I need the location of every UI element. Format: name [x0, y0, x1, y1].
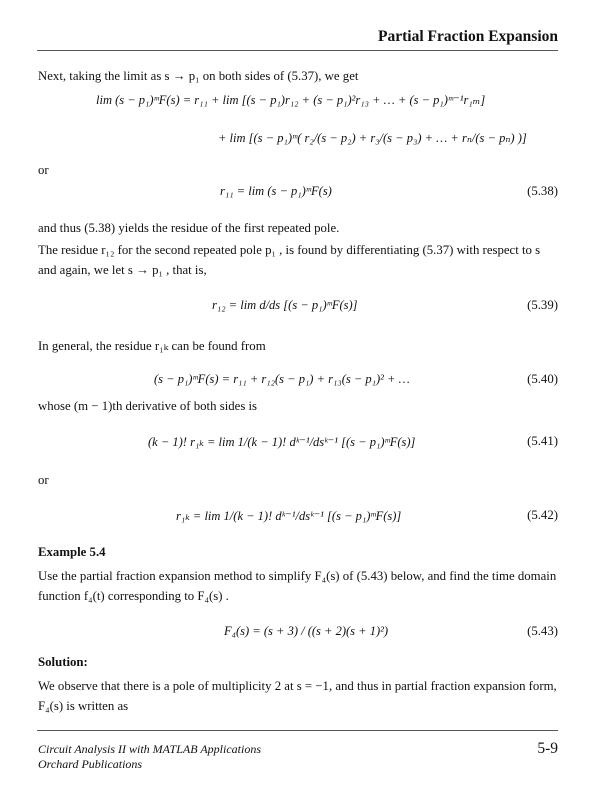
paragraph-limit-intro: Next, taking the limit as s → p₁ on both sides of (5.37), we get [38, 69, 359, 83]
equation-limit-line-2: + lim [(s − p₁)ᵐ( r₂/(s − p₂) + r₃/(s − p₃) + … + rₙ/(s − pₙ) )] [218, 131, 527, 145]
example-title: Example 5.4 [38, 545, 106, 559]
footer-publisher: Orchard Publications [38, 757, 143, 771]
paragraph-derivative: whose (m − 1)th derivative of both sides is [38, 399, 258, 413]
equation-number-5-42: (5.42) [527, 508, 558, 522]
equation-5-42: r₁ₖ = lim 1/(k − 1)! dᵏ⁻¹/dsᵏ⁻¹ [(s − p₁)ᵐF(s)] [176, 509, 402, 523]
paragraph-first-residue: and thus (5.38) yields the residue of the first repeated pole. [38, 221, 340, 235]
equation-number-5-43: (5.43) [527, 624, 558, 638]
equation-5-41: (k − 1)! r₁ₖ = lim 1/(k − 1)! dᵏ⁻¹/dsᵏ⁻¹ [(s − p₁)ᵐF(s)] [148, 435, 416, 449]
solution-title: Solution: [38, 655, 88, 669]
word-or-2: or [38, 473, 49, 487]
page-number: 5-9 [537, 740, 558, 757]
footer-rule [37, 730, 558, 731]
equation-number-5-41: (5.41) [527, 434, 558, 448]
footer-book-title: Circuit Analysis II with MATLAB Applications [38, 742, 262, 756]
equation-limit-line-1: lim (s − p₁)ᵐF(s) = r₁₁ + lim [(s − p₁)r₁₂ + (s − p₁)²r₁₃ + … + (s − p₁)ᵐ⁻¹r₁ₘ] [96, 93, 486, 107]
equation-5-38: r₁₁ = lim (s − p₁)ᵐF(s) [220, 184, 332, 198]
paragraph-solution: We observe that there is a pole of multiplicity 2 at s = −1, and thus in partial fraction expansion form, F₄(s) is written as [38, 679, 557, 713]
running-header-title: Partial Fraction Expansion [378, 28, 558, 45]
paragraph-general-residue: In general, the residue r₁ₖ can be found from [38, 339, 266, 353]
equation-number-5-38: (5.38) [527, 184, 558, 198]
word-or-1: or [38, 163, 49, 177]
paragraph-example-statement: Use the partial fraction expansion method to simplify F₄(s) of (5.43) below, and find the time domain function f₄(t) corresponding to F₄(s) . [38, 569, 557, 603]
header-rule [37, 50, 558, 51]
equation-5-43: F₄(s) = (s + 3) / ((s + 2)(s + 1)²) [224, 624, 389, 638]
equation-number-5-39: (5.39) [527, 298, 558, 312]
equation-number-5-40: (5.40) [527, 372, 558, 386]
paragraph-second-residue: The residue r₁₂ for the second repeated pole p₁ , is found by differentiating (5.37) with respect to s and again, we let s → p₁ , that is, [38, 243, 541, 277]
equation-5-40: (s − p₁)ᵐF(s) = r₁₁ + r₁₂(s − p₁) + r₁₃(s − p₁)² + … [154, 372, 410, 386]
equation-5-39: r₁₂ = lim d/ds [(s − p₁)ᵐF(s)] [212, 298, 358, 312]
